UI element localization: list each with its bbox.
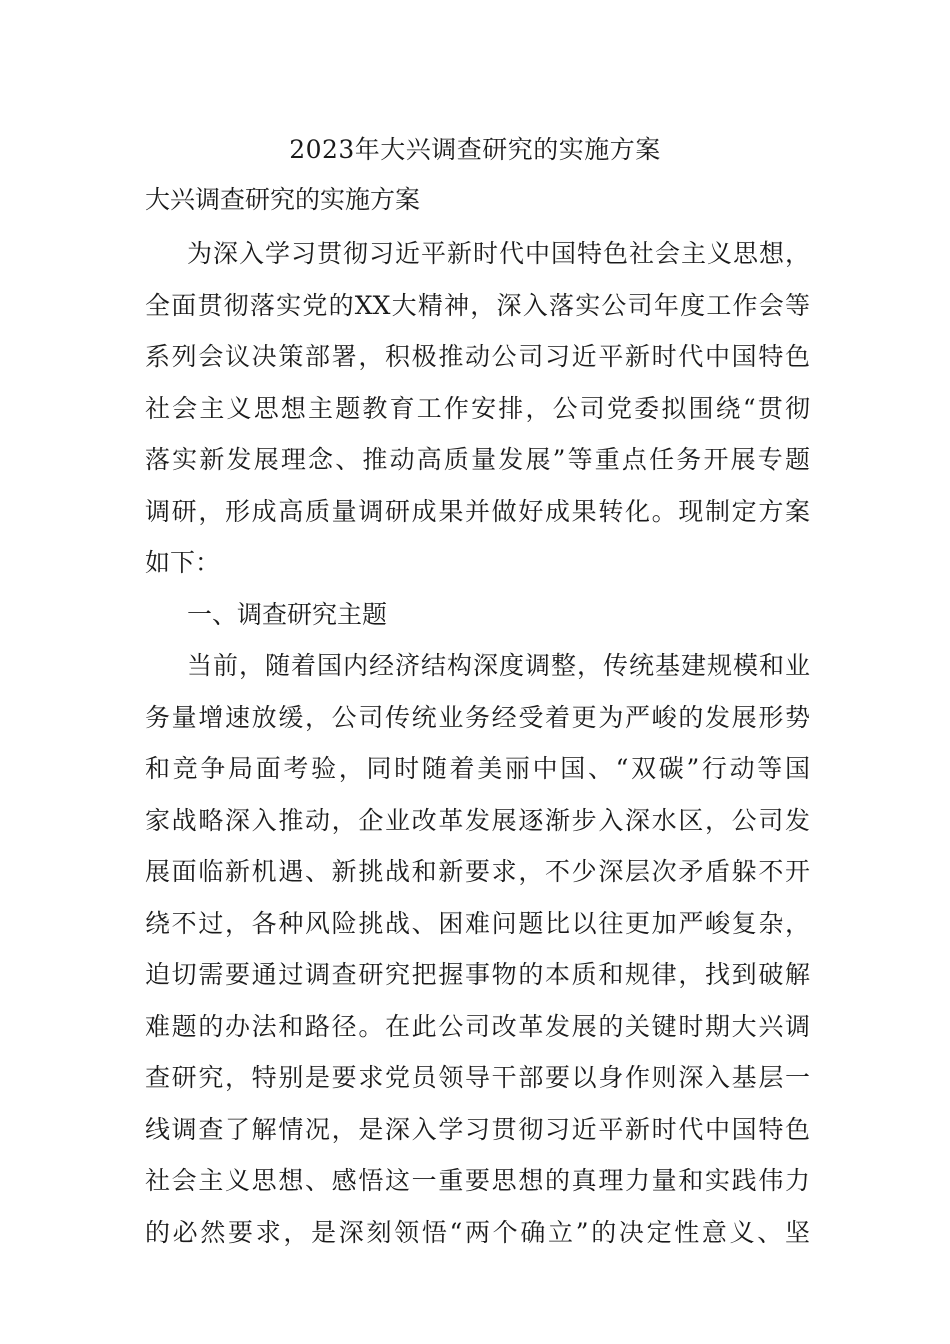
body-line: 查研究，特别是要求党员领导干部要以身作则深入基层一 <box>145 1063 810 1092</box>
body-line: 系列会议决策部署，积极推动公司习近平新时代中国特色 <box>145 342 810 371</box>
body-line: 家战略深入推动，企业改革发展逐渐步入深水区，公司发 <box>145 805 810 835</box>
body-line: 调研，形成高质量调研成果并做好成果转化。现制定方案 <box>145 496 810 526</box>
body-line: 难题的办法和路径。在此公司改革发展的关键时期大兴调 <box>145 1011 810 1041</box>
body-line: 的必然要求，是深刻领悟“两个确立”的决定性意义、坚 <box>145 1217 810 1247</box>
body-line: 线调查了解情况，是深入学习贯彻习近平新时代中国特色 <box>145 1114 810 1144</box>
body-line: 全面贯彻落实党的XX大精神，深入落实公司年度工作会等 <box>145 290 810 320</box>
body-line: 展面临新机遇、新挑战和新要求，不少深层次矛盾躲不开 <box>145 857 810 886</box>
body-line: 如下： <box>145 548 221 577</box>
body-line: 和竞争局面考验，同时随着美丽中国、“双碳”行动等国 <box>145 754 810 783</box>
document-subtitle: 大兴调查研究的实施方案 <box>145 185 421 214</box>
body-line: 迫切需要通过调查研究把握事物的本质和规律，找到破解 <box>145 960 810 989</box>
body-line: 社会主义思想、感悟这一重要思想的真理力量和实践伟力 <box>145 1166 810 1195</box>
body-line: 为深入学习贯彻习近平新时代中国特色社会主义思想， <box>187 239 810 268</box>
body-line: 当前，随着国内经济结构深度调整，传统基建规模和业 <box>187 651 810 680</box>
body-line: 绕不过，各种风险挑战、困难问题比以往更加严峻复杂， <box>145 908 810 938</box>
body-line: 落实新发展理念、推动高质量发展”等重点任务开展专题 <box>145 445 810 474</box>
body-line: 务量增速放缓，公司传统业务经受着更为严峻的发展形势 <box>145 702 810 732</box>
body-line: 社会主义思想主题教育工作安排，公司党委拟围绕“贯彻 <box>145 393 810 423</box>
document-body <box>145 228 810 1258</box>
section-heading: 一、调查研究主题 <box>187 599 388 629</box>
document-title: 2023年大兴调查研究的实施方案 <box>289 135 661 164</box>
